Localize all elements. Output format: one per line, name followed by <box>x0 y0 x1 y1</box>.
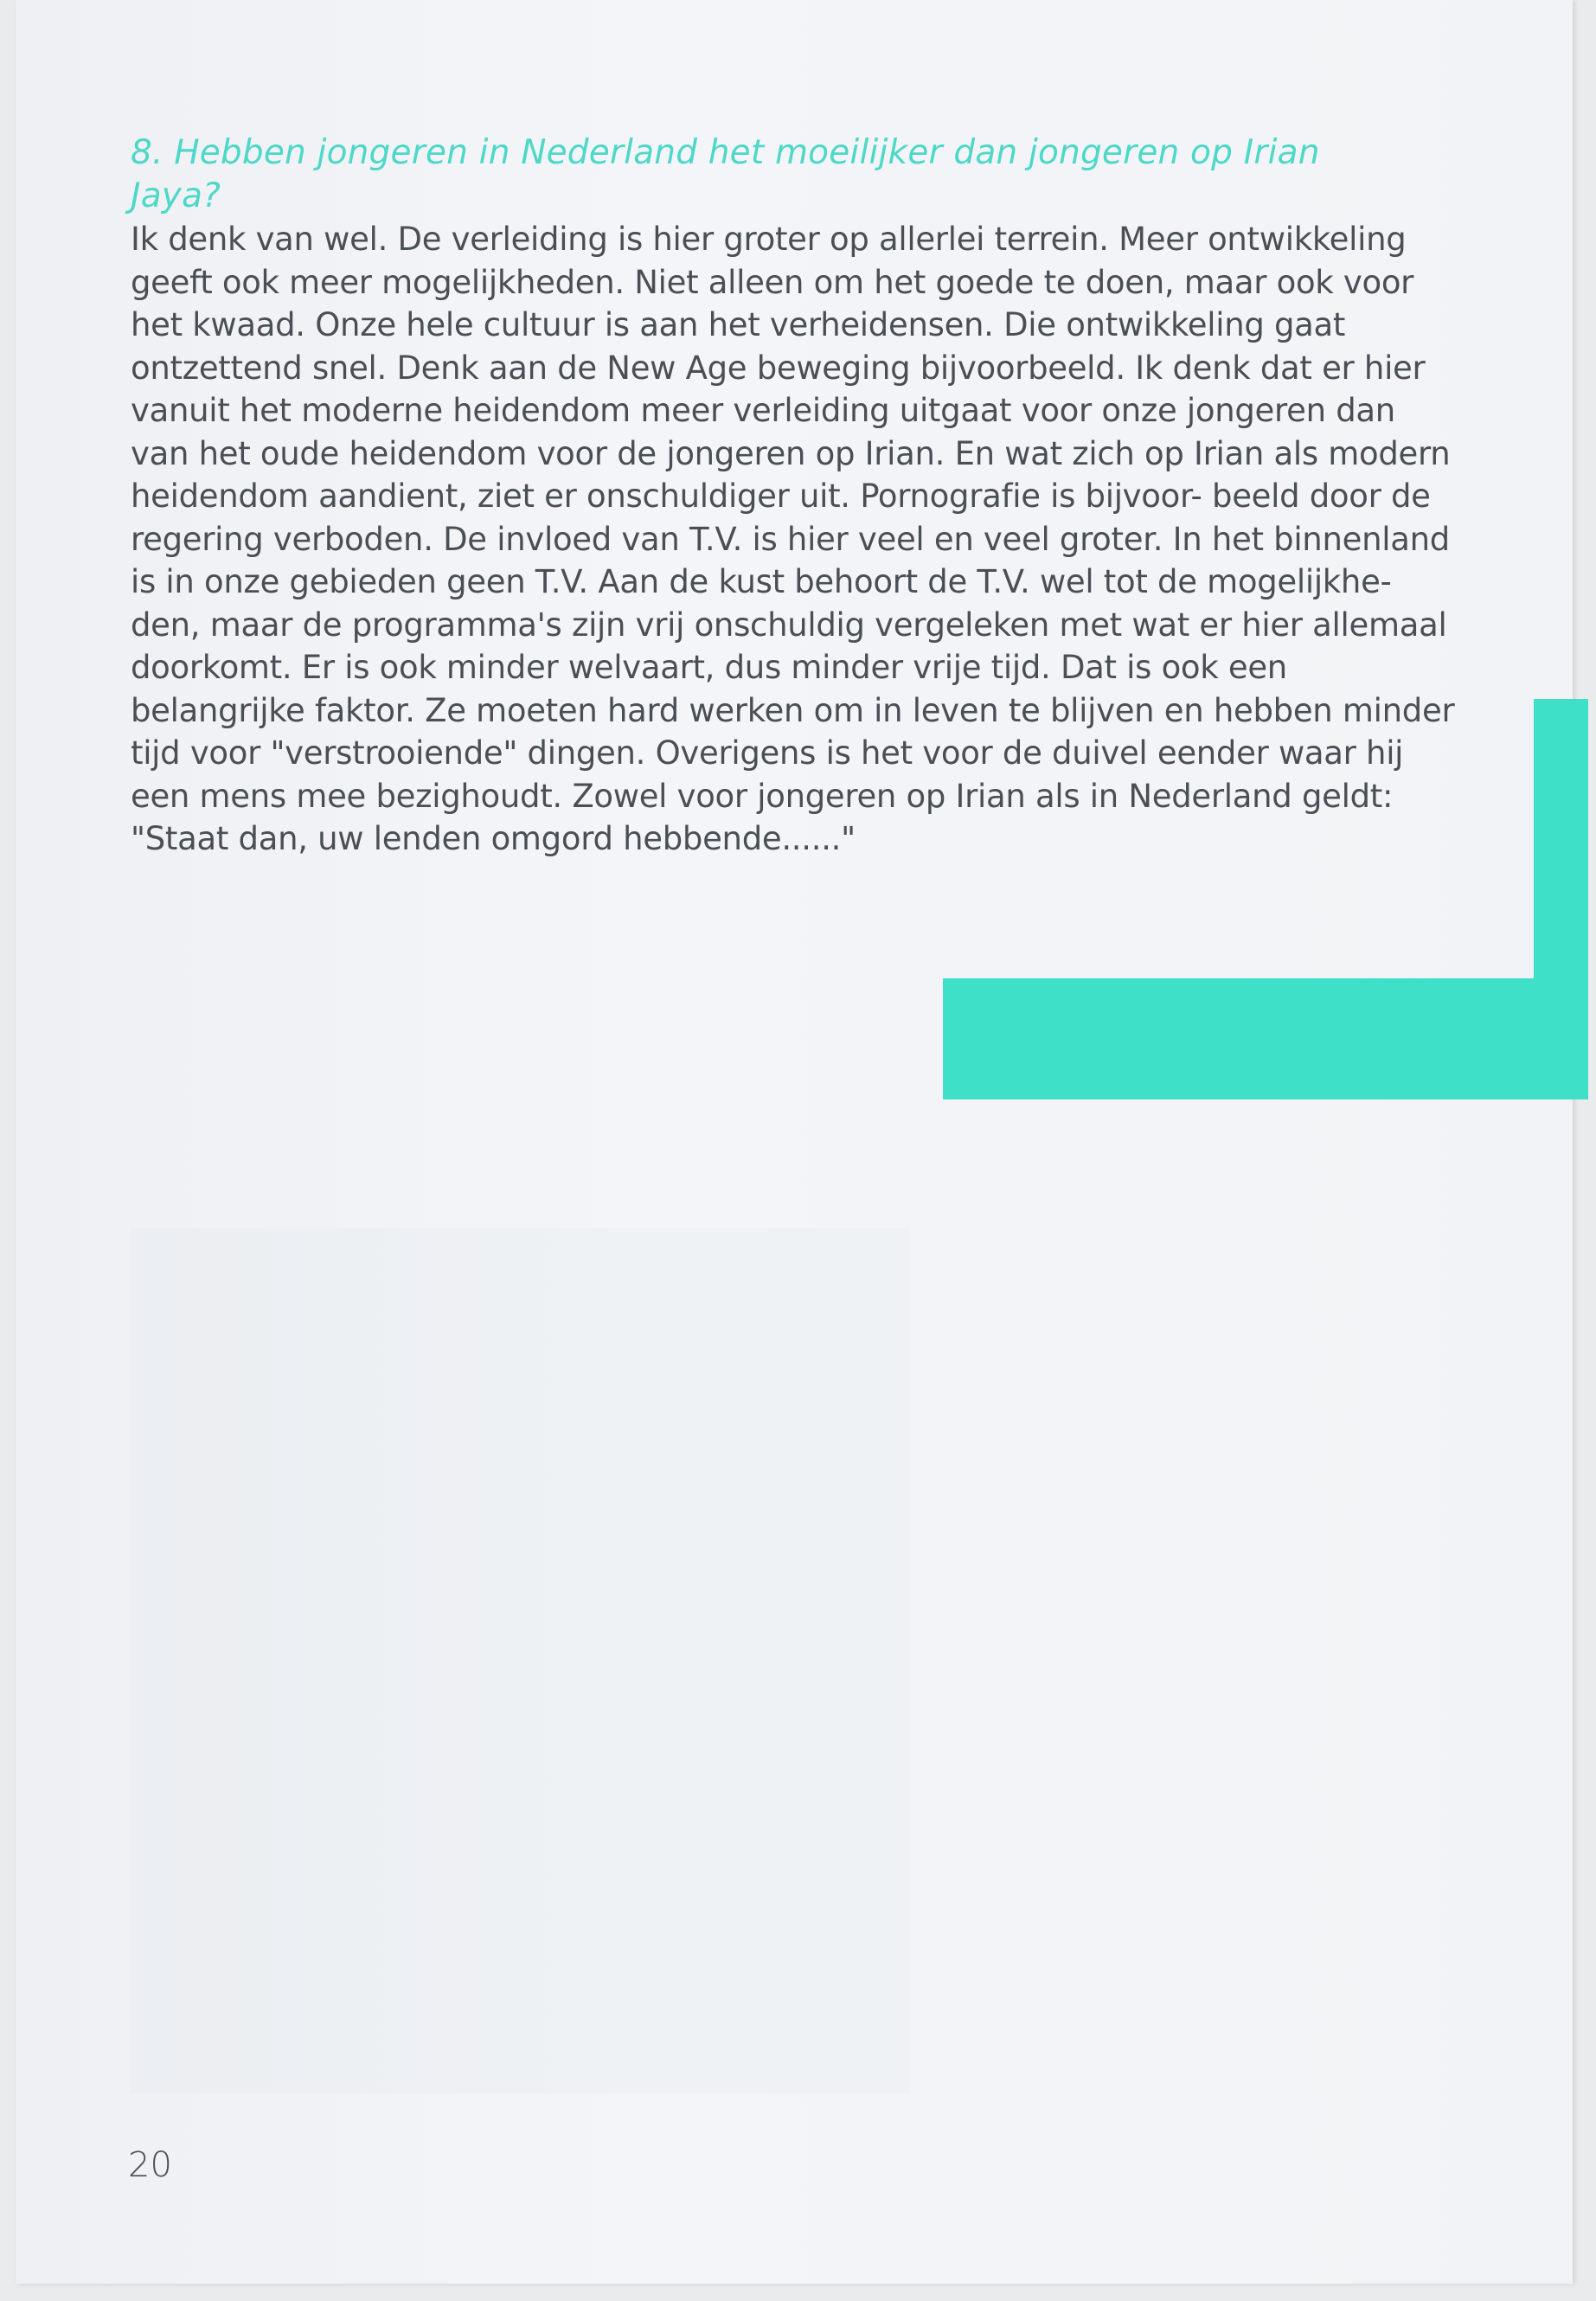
question-heading: 8. Hebben jongeren in Nederland het moeilijker dan jongeren op Irian Jaya? <box>131 133 1320 215</box>
accent-bar-horizontal <box>943 978 1588 1099</box>
answer-paragraph: Ik denk van wel. De verleiding is hier groter op allerlei terrein. Meer ontwikkeling geeft ook meer mogelijkheden. Niet alleen om het goede te doen, maar ook voor het kwaad. Onze hele cultuur is aan het verheidensen. Die ontwikkeling gaat ontzettend snel. Denk aan de New Age beweging bijvoorbeeld. Ik denk dat er hier vanuit het moderne heidendom meer verleiding uitgaat voor onze jongeren dan van het oude heidendom voor de jongeren op Irian. En wat zich op Irian als modern heidendom aandient, ziet er onschuldiger uit. Pornografie is bijvoor- beeld door de regering verboden. De invloed van T.V. is hier veel en veel groter. In het binnenland is in onze gebieden geen T.V. Aan de kust behoort de T.V. wel tot de mogelijkhe- den, maar de programma's zijn vrij onschuldig vergeleken met wat er hier allemaal doorkomt. Er is ook minder welvaart, dus minder vrije tijd. Dat is ook een belangrijke faktor. Ze moeten hard werken om in leven te blijven en hebben minder tijd voor "verstrooiende" dingen. Overigens is het voor de duivel eender waar hij een mens mee bezighoudt. Zowel voor jongeren op Irian als in Nederland geldt: "Staat dan, uw lenden omgord hebbende......" <box>131 221 1455 857</box>
document-page <box>16 0 1573 2284</box>
qa-section <box>131 131 1463 861</box>
show-through-area <box>131 1228 909 2093</box>
page-number: 20 <box>128 2145 172 2185</box>
